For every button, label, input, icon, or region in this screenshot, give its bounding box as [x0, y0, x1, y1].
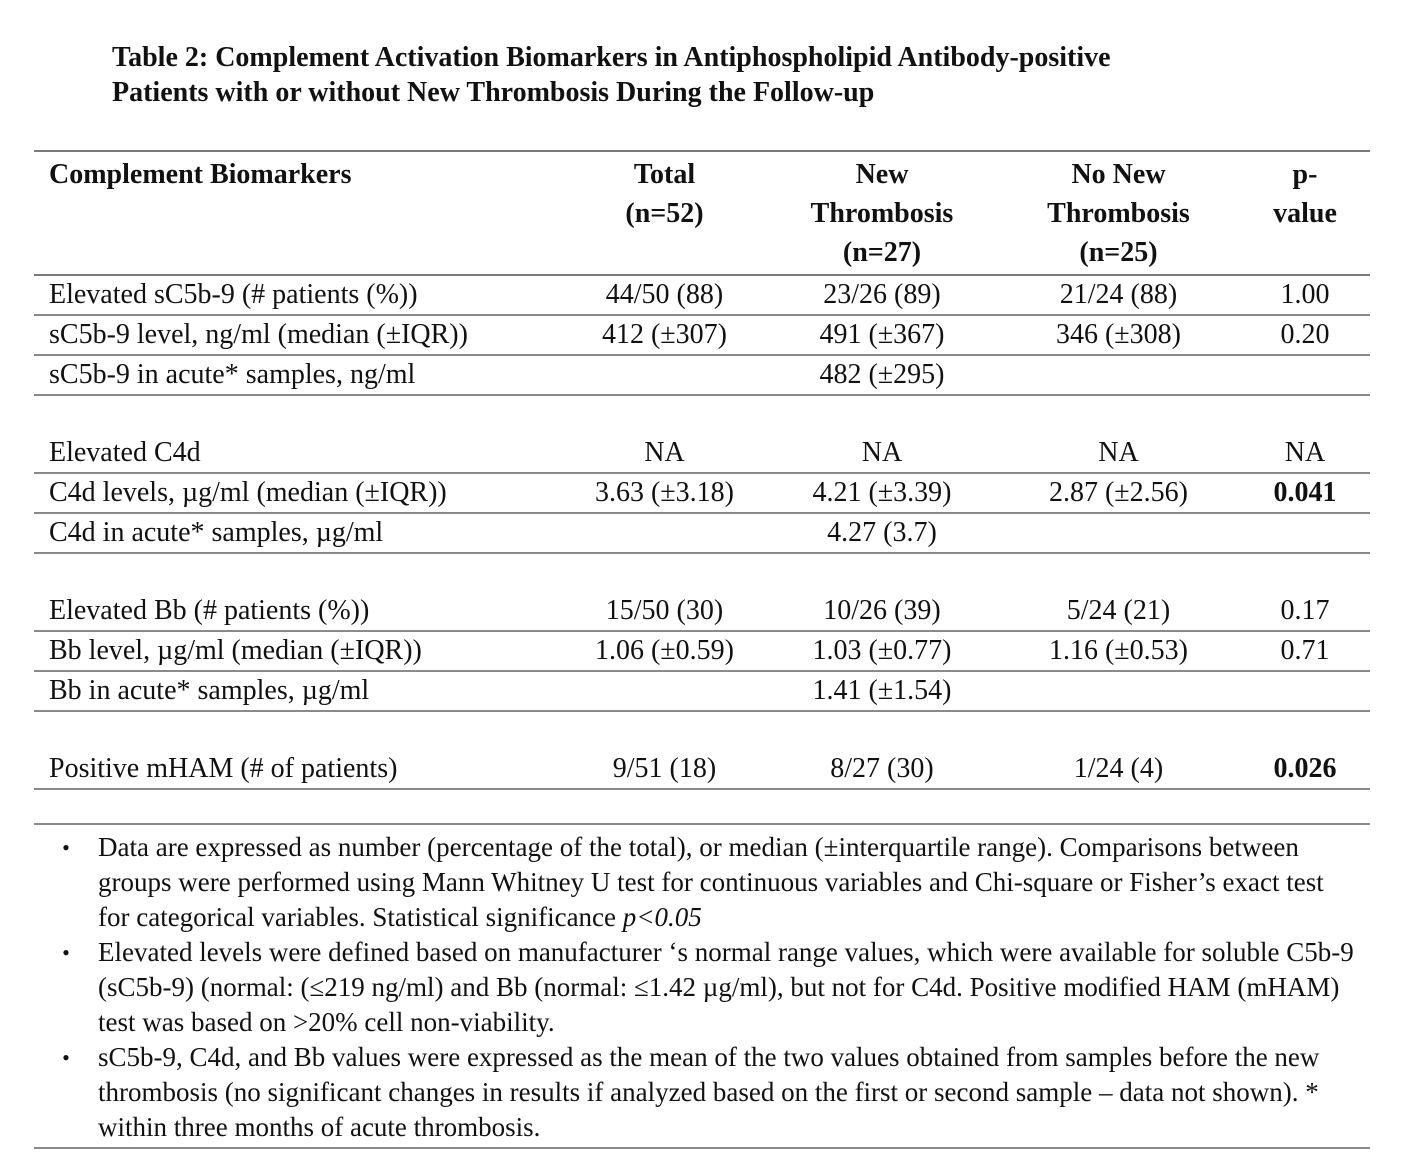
cell-p-value: 0.71	[1280, 635, 1330, 666]
cell-p-value-significant: 0.041	[1273, 477, 1337, 508]
table-row	[34, 750, 1370, 789]
cell-total: 3.63 (±3.18)	[594, 477, 734, 508]
footnote-text: Elevated levels were defined based on manufacturer ‘s normal range values, which were available for soluble C5b-9 (sC5b-9) (normal: (≤219 ng/ml) and Bb (normal: ≤1.42 µg/ml), but not for C4d. Positive modified HAM (mHAM) test was based on >20% cell non-viability.	[98, 937, 1354, 1037]
significance-threshold: p<0.05	[622, 902, 702, 932]
cell-no-new-thrombosis: 346 (±308)	[1055, 319, 1181, 350]
footnote-item	[34, 1040, 1370, 1145]
bullet-icon: •	[62, 835, 70, 860]
cell-no-new-thrombosis: 1.16 (±0.53)	[1048, 635, 1188, 666]
table-title	[112, 40, 1362, 110]
table-footnotes	[34, 823, 1370, 1149]
cell-p-value: 0.17	[1280, 595, 1330, 626]
cell-total: 9/51 (18)	[612, 753, 717, 784]
cell-p-value: NA	[1284, 437, 1326, 468]
row-label: Elevated C4d	[49, 437, 201, 468]
table-title-line1: Table 2: Complement Activation Biomarkers in Antiphospholipid Antibody-positive	[112, 42, 1111, 73]
cell-no-new-thrombosis	[997, 671, 1240, 711]
cell-no-new-thrombosis: NA	[1098, 437, 1139, 468]
cell-new-thrombosis: 491 (±367)	[819, 319, 945, 350]
footnote-text: sC5b-9, C4d, and Bb values were expressed as the mean of the two values obtained from samples before the new thrombosis (no significant changes in results if analyzed based on the first or second sample – data not shown). * within three months of acute thrombosis.	[98, 1042, 1320, 1142]
table-row	[34, 631, 1370, 671]
row-label: Bb level, µg/ml (median (±IQR))	[49, 635, 422, 666]
row-label: Elevated sC5b-9 (# patients (%))	[49, 279, 418, 310]
cell-new-thrombosis: 23/26 (89)	[823, 279, 941, 310]
table-spacer	[34, 395, 1370, 434]
cell-p-value-significant: 0.026	[1273, 753, 1337, 784]
cell-total	[562, 671, 767, 711]
cell-p-value	[1240, 671, 1370, 711]
header-no-new-thrombosis: No New Thrombosis (n=25)	[1047, 159, 1190, 268]
cell-new-thrombosis: NA	[861, 437, 903, 468]
row-label: sC5b-9 level, ng/ml (median (±IQR))	[49, 319, 468, 350]
row-label: Bb in acute* samples, µg/ml	[49, 675, 370, 706]
table-row	[34, 434, 1370, 473]
cell-new-thrombosis: 8/27 (30)	[830, 753, 934, 784]
cell-new-thrombosis: 1.03 (±0.77)	[812, 635, 952, 666]
cell-no-new-thrombosis: 2.87 (±2.56)	[1048, 477, 1188, 508]
table-row	[34, 513, 1370, 553]
table-row	[34, 275, 1370, 315]
table-row	[34, 355, 1370, 395]
footnote-text: Data are expressed as number (percentage of the total), or median (±interquartile range). Comparisons between groups were performed using Mann Whitney U test for continuous variables and Chi-square or Fisher’s exact test for categorical variables. Statistical significance	[98, 832, 1324, 932]
cell-new-thrombosis: 1.41 (±1.54)	[812, 675, 952, 706]
header-new-thrombosis: New Thrombosis (n=27)	[810, 159, 954, 268]
row-label: C4d in acute* samples, µg/ml	[49, 517, 384, 548]
cell-total: 1.06 (±0.59)	[594, 635, 734, 666]
cell-no-new-thrombosis: 5/24 (21)	[1066, 595, 1171, 626]
bullet-icon: •	[62, 1045, 70, 1070]
table-title-line2: Patients with or without New Thrombosis During the Follow-up	[112, 77, 875, 108]
cell-total: NA	[644, 437, 685, 468]
cell-no-new-thrombosis	[997, 513, 1240, 553]
cell-new-thrombosis: 10/26 (39)	[823, 595, 941, 626]
row-label: sC5b-9 in acute* samples, ng/ml	[49, 359, 416, 390]
header-complement-biomarkers: Complement Biomarkers	[49, 159, 352, 190]
cell-new-thrombosis: 4.21 (±3.39)	[812, 477, 952, 508]
cell-total	[562, 355, 767, 395]
cell-p-value	[1240, 513, 1370, 553]
table-row	[34, 473, 1370, 513]
table-row	[34, 315, 1370, 355]
bullet-icon: •	[62, 940, 70, 965]
cell-total: 15/50 (30)	[605, 595, 724, 626]
cell-p-value: 0.20	[1280, 319, 1330, 350]
cell-p-value	[1240, 355, 1370, 395]
row-label: Positive mHAM (# of patients)	[49, 753, 398, 784]
table-row	[34, 671, 1370, 711]
table-row	[34, 592, 1370, 631]
biomarker-table	[34, 150, 1370, 790]
cell-total	[562, 513, 767, 553]
header-row	[34, 151, 1370, 275]
row-label: Elevated Bb (# patients (%))	[49, 595, 370, 626]
cell-no-new-thrombosis	[997, 355, 1240, 395]
cell-p-value: 1.00	[1280, 279, 1330, 310]
table-spacer	[34, 711, 1370, 750]
footnote-item	[34, 830, 1370, 935]
cell-new-thrombosis: 482 (±295)	[819, 359, 945, 390]
cell-no-new-thrombosis: 1/24 (4)	[1073, 753, 1164, 784]
footnote-item	[34, 935, 1370, 1040]
cell-no-new-thrombosis: 21/24 (88)	[1059, 279, 1178, 310]
header-p-value: p- value	[1273, 159, 1337, 229]
cell-total: 412 (±307)	[601, 319, 727, 350]
row-label: C4d levels, µg/ml (median (±IQR))	[49, 477, 447, 508]
header-total: Total (n=52)	[625, 159, 704, 229]
cell-new-thrombosis: 4.27 (3.7)	[827, 517, 937, 548]
table-spacer	[34, 553, 1370, 592]
cell-total: 44/50 (88)	[605, 279, 724, 310]
